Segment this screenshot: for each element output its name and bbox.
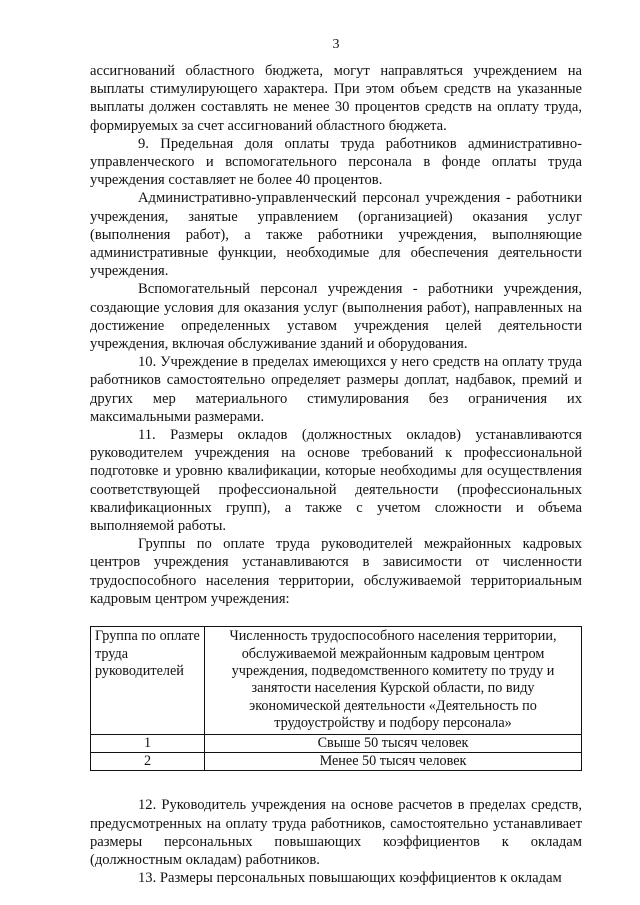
paragraph: Административно-управленческий персонал учреждения - работники учреждения, занятые управлением (организацией) оказания услуг (выполнения работ), а также работники учреждения, выполняющие административные функции, необходимые для обеспечения деятельности учреждения. <box>90 190 582 280</box>
table-row <box>91 734 582 752</box>
paragraph: 11. Размеры окладов (должностных окладов) устанавливаются руководителем учреждения на основе требований к профессиональной подготовке и уровню квалификации, которые необходимы для осуществления соответствующей профессиональной деятельности (профессиональных квалификационных групп), а также с учетом сложности и объема выполняемой работы. <box>90 427 582 535</box>
table-header-group: Группа по оплате труда руководителей <box>91 627 205 734</box>
paragraph: ассигнований областного бюджета, могут направляться учреждением на выплаты стимулирующего характера. При этом объем средств на указанные выплаты должен составлять не менее 30 процентов средств на оплату труда, формируемых за счет ассигнований областного бюджета. <box>90 63 582 134</box>
paragraph: 12. Руководитель учреждения на основе расчетов в пределах средств, предусмотренных на оплату труда работников, самостоятельно устанавливает размеры персональных повышающих коэффициентов к окладам (должностным окладам) работников. <box>90 797 582 868</box>
table-cell-population: Менее 50 тысяч человек <box>205 752 582 770</box>
table-header-row <box>91 627 582 734</box>
table-header-population: Численность трудоспособного населения территории, обслуживаемой межрайонным кадровым центром учреждения, подведомственного комитету по труду и занятости населения Курской области, по виду экономической деятельности «Деятельность по трудоустройству и подбору персонала» <box>205 627 582 734</box>
table-cell-group: 2 <box>91 752 205 770</box>
paragraph: Группы по оплате труда руководителей межрайонных кадровых центров учреждения устанавливаются в зависимости от численности трудоспособного населения территории, обслуживаемой территориальным кадровым центром учреждения: <box>90 536 582 607</box>
manager-pay-groups-table <box>90 626 582 771</box>
table-cell-group: 1 <box>91 734 205 752</box>
body-text-before-table <box>90 62 582 608</box>
paragraph: 10. Учреждение в пределах имеющихся у него средств на оплату труда работников самостоятельно определяет размеры доплат, надбавок, премий и других мер материального стимулирования без ограничения их максимальными размерами. <box>90 354 582 425</box>
table-cell-population: Свыше 50 тысяч человек <box>205 734 582 752</box>
paragraph: 13. Размеры персональных повышающих коэффициентов к окладам <box>138 870 562 887</box>
paragraph: 9. Предельная доля оплаты труда работников административно-управленческого и вспомогательного персонала в фонде оплаты труда учреждения составляет не более 40 процентов. <box>90 135 582 189</box>
paragraph: Вспомогательный персонал учреждения - работники учреждения, создающие условия для оказания услуг (выполнения работ), направленных на достижение определенных уставом учреждения целей деятельности учреждения, включая обслуживание зданий и оборудования. <box>90 281 582 353</box>
document-page <box>90 36 582 887</box>
page-number: 3 <box>332 37 340 52</box>
table-row <box>91 752 582 770</box>
body-text-after-table <box>90 796 582 887</box>
